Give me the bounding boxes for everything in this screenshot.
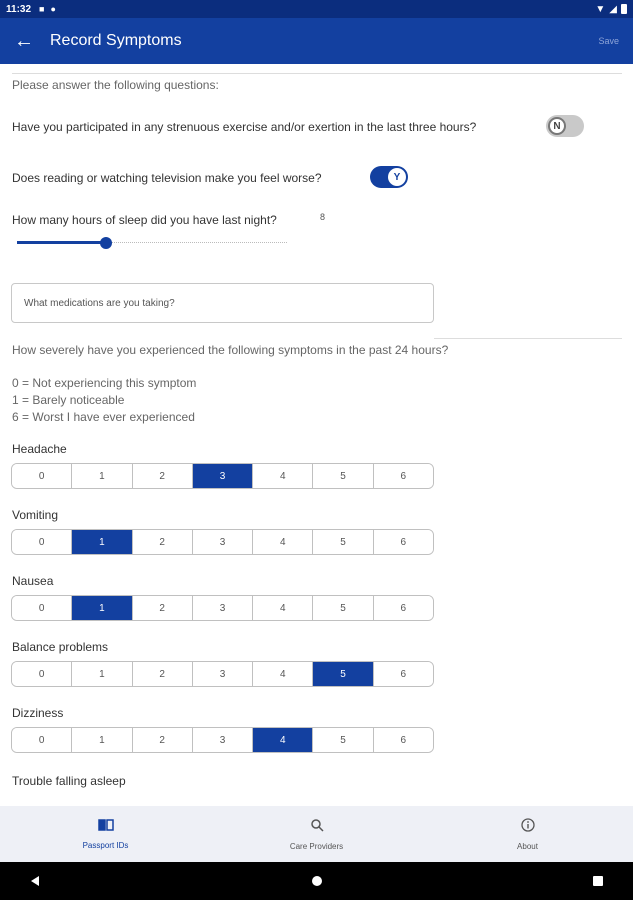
tv-question: Does reading or watching television make you feel worse? <box>12 171 322 185</box>
status-time: 11:32 <box>6 3 32 15</box>
wifi-icon: ▼ <box>595 3 606 15</box>
scale-option-6[interactable]: 6 <box>374 728 433 752</box>
slider-thumb[interactable] <box>100 237 112 249</box>
scale-option-0[interactable]: 0 <box>12 728 72 752</box>
scale-option-6[interactable]: 6 <box>374 662 433 686</box>
search-icon <box>310 818 324 834</box>
page-title: Record Symptoms <box>50 32 182 49</box>
app-notification-icon: ● <box>50 4 56 14</box>
scale-legend-6: 6 = Worst I have ever experienced <box>12 410 195 424</box>
signal-icon: ◢ <box>609 3 617 15</box>
symptom-label: Headache <box>12 442 67 456</box>
scale-option-5[interactable]: 5 <box>313 596 373 620</box>
nav-label: About <box>517 841 538 851</box>
recents-icon[interactable] <box>591 874 605 888</box>
severity-scale <box>11 463 434 489</box>
scale-option-5[interactable]: 5 <box>313 530 373 554</box>
scale-option-2[interactable]: 2 <box>133 728 193 752</box>
scale-option-1[interactable]: 1 <box>72 728 132 752</box>
nav-label: Passport IDs <box>82 840 129 850</box>
sleep-slider[interactable] <box>17 235 287 251</box>
tv-toggle[interactable] <box>370 166 408 188</box>
scale-option-3[interactable]: 3 <box>193 464 253 488</box>
scale-option-0[interactable]: 0 <box>12 530 72 554</box>
notification-icon: ■ <box>39 4 45 14</box>
scale-option-0[interactable]: 0 <box>12 464 72 488</box>
scale-option-1[interactable]: 1 <box>72 662 132 686</box>
scale-option-2[interactable]: 2 <box>133 464 193 488</box>
severity-scale <box>11 595 434 621</box>
sleep-question: How many hours of sleep did you have last night? <box>12 213 277 227</box>
scale-option-4[interactable]: 4 <box>253 596 313 620</box>
scale-option-1[interactable]: 1 <box>72 596 132 620</box>
scale-option-4[interactable]: 4 <box>253 728 313 752</box>
symptom-label: Dizziness <box>12 706 64 720</box>
sleep-value: 8 <box>320 212 326 222</box>
symptom-label: Trouble falling asleep <box>12 774 126 788</box>
toggle-knob: N <box>548 117 566 135</box>
scale-option-6[interactable]: 6 <box>374 530 433 554</box>
medications-input[interactable] <box>11 283 434 323</box>
info-icon <box>521 818 535 834</box>
book-icon <box>98 819 114 833</box>
scale-option-3[interactable]: 3 <box>193 662 253 686</box>
nav-care-providers[interactable] <box>211 806 422 862</box>
scale-option-5[interactable]: 5 <box>313 464 373 488</box>
exertion-toggle[interactable] <box>546 115 584 137</box>
symptom-label: Vomiting <box>12 508 59 522</box>
scale-option-1[interactable]: 1 <box>72 464 132 488</box>
divider <box>434 338 622 339</box>
scale-legend-1: 1 = Barely noticeable <box>12 393 125 407</box>
nav-passport-ids[interactable] <box>0 806 211 862</box>
severity-scale <box>11 661 434 687</box>
divider <box>12 73 622 74</box>
battery-icon <box>621 4 627 14</box>
scale-option-4[interactable]: 4 <box>253 662 313 686</box>
home-icon[interactable] <box>310 874 324 888</box>
scale-option-2[interactable]: 2 <box>133 530 193 554</box>
scale-option-6[interactable]: 6 <box>374 464 433 488</box>
scale-option-4[interactable]: 4 <box>253 464 313 488</box>
toggle-knob: Y <box>388 168 406 186</box>
symptom-label: Nausea <box>12 574 54 588</box>
scale-option-3[interactable]: 3 <box>193 596 253 620</box>
form-intro: Please answer the following questions: <box>12 78 219 92</box>
scale-option-0[interactable]: 0 <box>12 596 72 620</box>
symptom-form <box>0 64 633 806</box>
back-arrow-icon[interactable]: ← <box>14 30 34 52</box>
symptom-label: Balance problems <box>12 640 109 654</box>
status-bar <box>0 0 633 18</box>
nav-about[interactable] <box>422 806 633 862</box>
slider-fill <box>17 241 106 244</box>
save-button[interactable]: Save <box>598 36 619 46</box>
severity-scale <box>11 529 434 555</box>
scale-option-5[interactable]: 5 <box>313 662 373 686</box>
scale-option-4[interactable]: 4 <box>253 530 313 554</box>
scale-option-3[interactable]: 3 <box>193 530 253 554</box>
scale-option-3[interactable]: 3 <box>193 728 253 752</box>
scale-legend-0: 0 = Not experiencing this symptom <box>12 376 197 390</box>
scale-option-2[interactable]: 2 <box>133 596 193 620</box>
severity-scale <box>11 727 434 753</box>
nav-label: Care Providers <box>289 841 344 851</box>
scale-option-0[interactable]: 0 <box>12 662 72 686</box>
scale-option-6[interactable]: 6 <box>374 596 433 620</box>
app-bar <box>0 18 633 64</box>
system-navigation-bar <box>0 862 633 900</box>
bottom-navigation <box>0 806 633 862</box>
severity-question: How severely have you experienced the following symptoms in the past 24 hours? <box>12 343 449 357</box>
back-icon[interactable] <box>28 874 42 888</box>
exertion-question: Have you participated in any strenuous exercise and/or exertion in the last three hours? <box>12 120 477 134</box>
scale-option-1[interactable]: 1 <box>72 530 132 554</box>
scale-option-5[interactable]: 5 <box>313 728 373 752</box>
scale-option-2[interactable]: 2 <box>133 662 193 686</box>
